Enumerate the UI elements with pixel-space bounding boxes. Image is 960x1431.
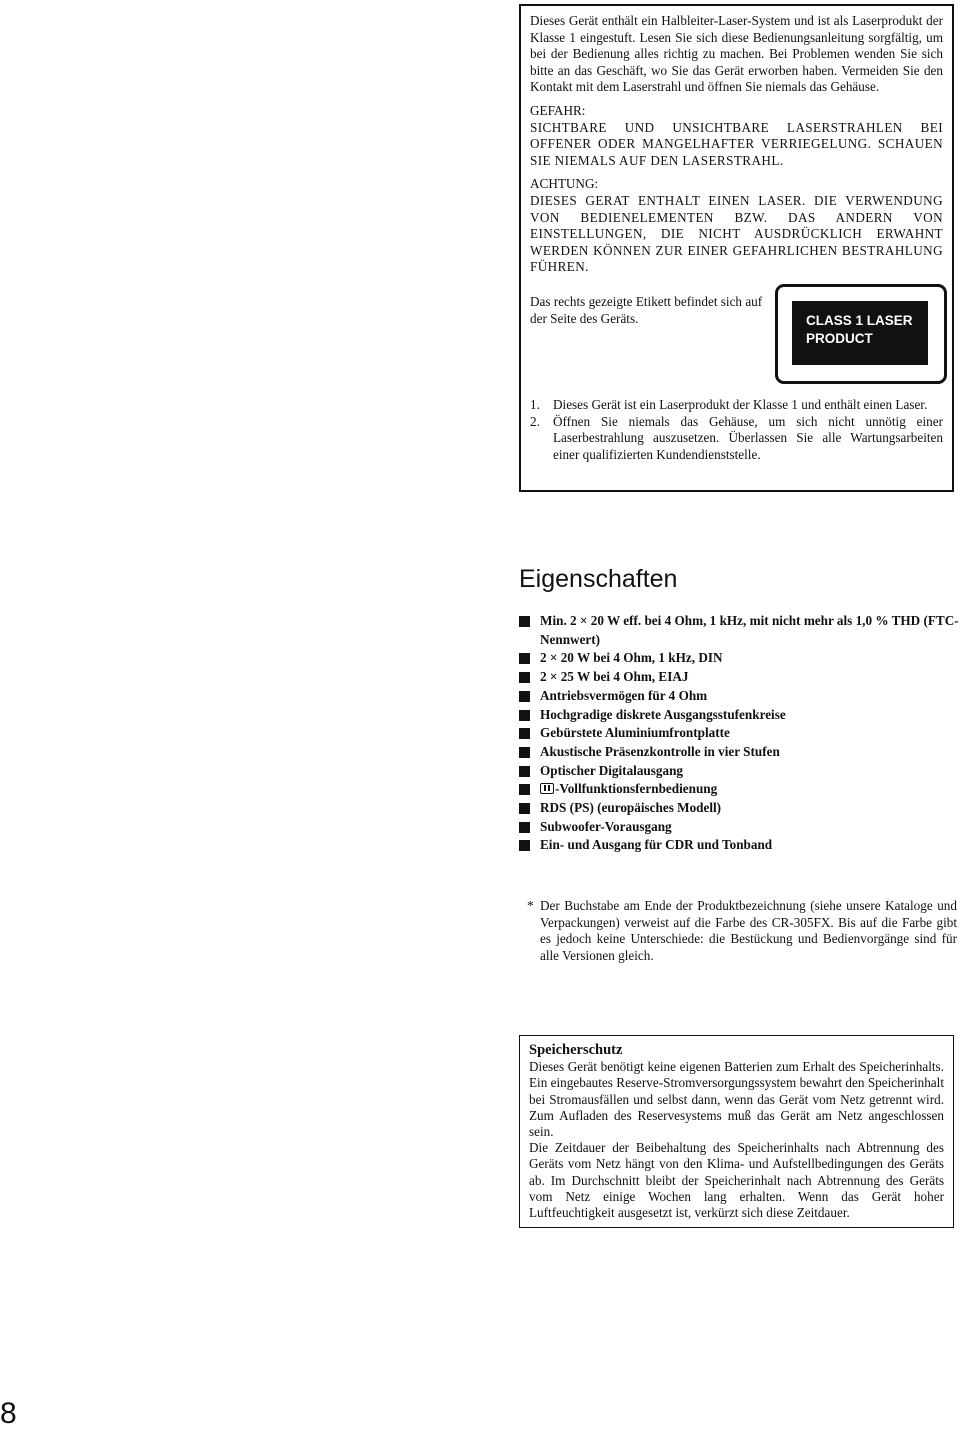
square-bullet-icon	[519, 653, 530, 664]
feature-text: -Vollfunktionsfernbedienung	[555, 781, 718, 797]
list-item	[519, 724, 959, 743]
list-item-text: Öffnen Sie niemals das Gehäuse, um sich nicht unnötig einer Laserbestrahlung auszusetzen. Überlassen Sie alle Wartungsarbeiten einer qualifizierten Kundendienststelle.	[553, 413, 943, 462]
page-number: 8	[0, 1397, 17, 1430]
feature-text: 2 × 20 W bei 4 Ohm, 1 kHz, DIN	[540, 650, 723, 666]
square-bullet-icon	[519, 710, 530, 721]
feature-text: 2 × 25 W bei 4 Ohm, EIAJ	[540, 669, 689, 685]
square-bullet-icon	[519, 822, 530, 833]
features-list	[519, 612, 959, 855]
laser-label-plate	[792, 301, 928, 365]
list-item-number: 1.	[530, 396, 540, 412]
caution-heading: ACHTUNG:	[530, 176, 599, 192]
laser-intro: Dieses Gerät enthält ein Halbleiter-Laser-System und ist als Laserprodukt der Klasse 1 eingestuft. Lesen Sie sich diese Bedienungsanleitung sorgfältig, um bei der Bedienung alles richtig zu machen. Bei Problemen wenden Sie sich bitte an das Geschäft, wo Sie das Gerät erworben haben. Vermeiden Sie den Kontakt mit dem Laserstrahl und öffnen Sie niemals das Gehäuse.	[530, 13, 943, 95]
list-item	[519, 762, 959, 781]
square-bullet-icon	[519, 691, 530, 702]
feature-text: RDS (PS) (europäisches Modell)	[540, 800, 722, 816]
list-item	[519, 668, 959, 687]
list-item	[519, 687, 959, 706]
memory-heading: Speicherschutz	[529, 1042, 623, 1058]
list-item	[519, 836, 959, 855]
feature-text: Gebürstete Aluminiumfrontplatte	[540, 725, 730, 741]
memory-protection-box	[519, 1035, 954, 1228]
list-item	[519, 612, 959, 649]
list-item	[530, 414, 943, 464]
ri-remote-icon	[540, 783, 554, 794]
memory-paragraph-2: Die Zeitdauer der Beibehaltung des Speicherinhalts nach Abtrennung des Geräts vom Netz hängt von den Klima- und Aufstellbedingungen des Geräts ab. Im Durchschnitt bleibt der Speicherinhalt nach Abtrennung des Geräts vom Netz einige Wochen lang erhalten. Wenn das Gerät hoher Luftfeuchtigkeit ausgesetzt ist, verkürzt sich diese Zeitdauer.	[529, 1140, 944, 1221]
danger-text: SICHTBARE UND UNSICHTBARE LASERSTRAHLEN BEI OFFENER ODER MANGELHAFTER VERRIEGELUNG. SCHAUEN SIE NIEMALS AUF DEN LASERSTRAHL.	[530, 119, 943, 168]
square-bullet-icon	[519, 766, 530, 777]
footnote-text: Der Buchstabe am Ende der Produktbezeichnung (siehe unsere Kataloge und Verpackungen) verweist auf die Farbe des CR-305FX. Bis auf die Farbe gibt es jedoch keine Unterschiede: die Bestückung und Bedienvorgänge sind für alle Versionen gleich.	[540, 898, 957, 963]
laser-warning-box	[519, 4, 954, 492]
label-note: Das rechts gezeigte Etikett befindet sich auf der Seite des Geräts.	[530, 293, 763, 326]
class1-laser-label	[775, 284, 947, 384]
square-bullet-icon	[519, 784, 530, 795]
list-item	[519, 649, 959, 668]
list-item	[519, 780, 959, 799]
feature-text: Antriebsvermögen für 4 Ohm	[540, 687, 708, 703]
list-item	[519, 799, 959, 818]
footnote-marker: *	[527, 898, 534, 913]
feature-text: Hochgradige diskrete Ausgangsstufenkreise	[540, 706, 786, 722]
laser-label-line1: CLASS 1 LASER	[806, 312, 913, 328]
square-bullet-icon	[519, 840, 530, 851]
memory-paragraph-1: Dieses Gerät benötigt keine eigenen Batterien zum Erhalt des Speicherinhalts. Ein eingebautes Reserve-Stromversorgungssystem bewahrt den Speicherinhalt bei Stromausfällen und selbst dann, wenn das Gerät vom Netz getrennt wird. Zum Aufladen des Reservesystems muß das Gerät am Netz angeschlossen sein.	[529, 1059, 944, 1140]
list-item-number: 2.	[530, 413, 540, 429]
list-item	[519, 818, 959, 837]
square-bullet-icon	[519, 616, 530, 627]
feature-text: Min. 2 × 20 W eff. bei 4 Ohm, 1 kHz, mit nicht mehr als 1,0 % THD (FTC-Nennwert)	[540, 613, 959, 647]
feature-text: Subwoofer-Vorausgang	[540, 818, 672, 834]
list-item	[519, 743, 959, 762]
laser-label-line2: PRODUCT	[806, 330, 873, 346]
features-heading: Eigenschaften	[519, 565, 678, 593]
list-item	[519, 706, 959, 725]
square-bullet-icon	[519, 728, 530, 739]
feature-text: Ein- und Ausgang für CDR und Tonband	[540, 837, 773, 853]
label-row	[530, 284, 943, 384]
square-bullet-icon	[519, 672, 530, 683]
list-item-text: Dieses Gerät ist ein Laserprodukt der Klasse 1 und enthält einen Laser.	[553, 396, 928, 412]
laser-notes-list	[530, 397, 943, 463]
square-bullet-icon	[519, 747, 530, 758]
feature-text: Optischer Digitalausgang	[540, 762, 684, 778]
list-item	[530, 397, 943, 414]
feature-text: Akustische Präsenzkontrolle in vier Stufen	[540, 743, 780, 759]
danger-heading: GEFAHR:	[530, 102, 586, 118]
footnote	[527, 898, 957, 964]
square-bullet-icon	[519, 803, 530, 814]
caution-text: DIESES GERAT ENTHALT EINEN LASER. DIE VERWENDUNG VON BEDIENELEMENTEN BZW. DAS ANDERN VON EINSTELLUNGEN, DIE NICHT AUSDRÜCKLICH ERWAHNT WERDEN KÖNNEN ZUR EINER GEFAHRLICHEN BESTRAHLUNG FÜHREN.	[530, 192, 943, 275]
